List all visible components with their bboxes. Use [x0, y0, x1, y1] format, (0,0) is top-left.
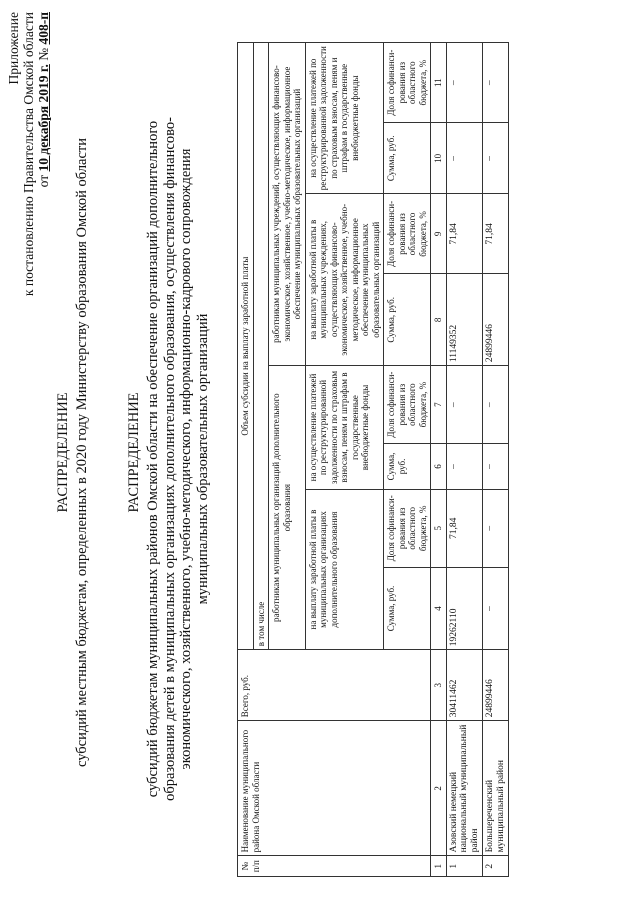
- row-b1-share: 71,84: [446, 194, 483, 274]
- table-row: [483, 43, 509, 877]
- row-b2-share: –: [483, 43, 509, 123]
- header-b1: на выплату заработной платы в муниципальных учреждениях, осуществляющих финансово-экономическое, хозяйственное, учебно-методическое, информационное обеспечение муниципальных образовательных организаций: [305, 194, 384, 366]
- row-a2-share: –: [446, 366, 483, 444]
- subtitle-line: образования детей в муниципальных организациях дополнительного образования, осуществления финансово-: [161, 117, 178, 801]
- row-num: 2: [483, 856, 509, 877]
- row-name: Большереченский муниципальный район: [483, 721, 509, 856]
- row-a1-sum: –: [483, 567, 509, 649]
- appendix-num-label: №: [36, 47, 51, 61]
- row-b1-share: 71,84: [483, 194, 509, 274]
- column-number-row: [431, 43, 447, 877]
- table-row: [446, 43, 483, 877]
- header-share: Доля софинанси-рования из областного бюджета, %: [384, 489, 431, 567]
- header-share: Доля софинанси-рования из областного бюджета, %: [384, 43, 431, 123]
- appendix-line: к постановлению Правительства Омской области: [21, 12, 36, 297]
- header-group-b: работникам муниципальных учреждений, осуществляющих финансово-экономическое, хозяйственное, учебно-методическое, информационное обеспечение муниципальных образовательных организаций: [269, 43, 306, 366]
- header-b2: на осуществление платежей по реструктурированной задолженности по страховым взносам, пеням и штрафам в государственные внебюджетные фонды: [305, 43, 384, 194]
- col-number: 6: [431, 444, 447, 490]
- row-a2-sum: –: [483, 444, 509, 490]
- row-name: Азовский немецкий национальный муниципальный район: [446, 721, 483, 856]
- subtitle-line: экономического, хозяйственного, учебно-методического, информационно-кадрового сопровождения: [178, 148, 194, 770]
- header-num: № п/п: [238, 856, 431, 877]
- header-sum: Сумма, руб.: [384, 274, 431, 366]
- header-group-a: работникам муниципальных организаций дополнительного образования: [269, 366, 306, 650]
- col-number: 1: [431, 856, 447, 877]
- row-b1-sum: 11149352: [446, 274, 483, 366]
- header-incl: в том числе: [253, 43, 269, 650]
- subtitle-line: субсидий бюджетам муниципальных районов Омской области на обеспечение организаций дополнительного: [145, 120, 161, 798]
- heading-1: РАСПРЕДЕЛЕНИЕ: [55, 392, 71, 513]
- row-a1-sum: 19262110: [446, 567, 483, 649]
- col-number: 8: [431, 274, 447, 366]
- header-share: Доля софинанси-рования из областного бюджета, %: [384, 194, 431, 274]
- col-number: 3: [431, 650, 447, 721]
- row-a2-share: –: [483, 366, 509, 444]
- appendix-title: Приложение: [6, 12, 21, 85]
- header-sum: Сумма, руб.: [384, 567, 431, 649]
- header-a2: на осуществление платежей по реструктурированной задолженности по страховым взносам, пеням и штрафам в государственные внебюджетные фонды: [305, 366, 384, 490]
- row-b2-share: –: [446, 43, 483, 123]
- appendix-block: [6, 12, 51, 296]
- header-total: Всего, руб.: [238, 650, 431, 721]
- row-b2-sum: –: [446, 123, 483, 194]
- col-number: 7: [431, 366, 447, 444]
- col-number: 10: [431, 123, 447, 194]
- col-number: 5: [431, 489, 447, 567]
- subtitle-line: муниципальных образовательных организаций: [194, 313, 211, 605]
- subtitle: [145, 109, 211, 809]
- col-number: 9: [431, 194, 447, 274]
- row-a1-share: 71,84: [446, 489, 483, 567]
- header-volume: Объем субсидии на выплату заработной платы: [238, 43, 254, 650]
- header-share: Доля софинанси-рования из областного бюджета, %: [384, 366, 431, 444]
- header-sum: Сумма, руб.: [384, 444, 431, 490]
- appendix-prefix: от: [36, 174, 51, 188]
- col-number: 4: [431, 567, 447, 649]
- col-number: 11: [431, 43, 447, 123]
- row-num: 1: [446, 856, 483, 877]
- subsidy-table: [237, 42, 509, 877]
- header-name: Наименование муниципального района Омской области: [238, 721, 431, 856]
- row-a2-sum: –: [446, 444, 483, 490]
- row-b1-sum: 24899446: [483, 274, 509, 366]
- row-total: 30411462: [446, 650, 483, 721]
- row-a1-share: –: [483, 489, 509, 567]
- col-number: 2: [431, 721, 447, 856]
- header-a1: на выплату заработной платы в муниципальных организациях дополнительного образования: [305, 489, 384, 649]
- row-b2-sum: –: [483, 123, 509, 194]
- heading-2: субсидий местным бюджетам, определенных в 2020 году Министерству образования Омской области: [74, 137, 90, 768]
- appendix-date-line: [36, 12, 51, 296]
- heading-3: РАСПРЕДЕЛЕНИЕ: [126, 392, 142, 513]
- appendix-date: 10 декабря 2019 г.: [36, 64, 51, 172]
- row-total: 24899446: [483, 650, 509, 721]
- appendix-number: 408-п: [36, 12, 51, 45]
- header-sum: Сумма, руб.: [384, 123, 431, 194]
